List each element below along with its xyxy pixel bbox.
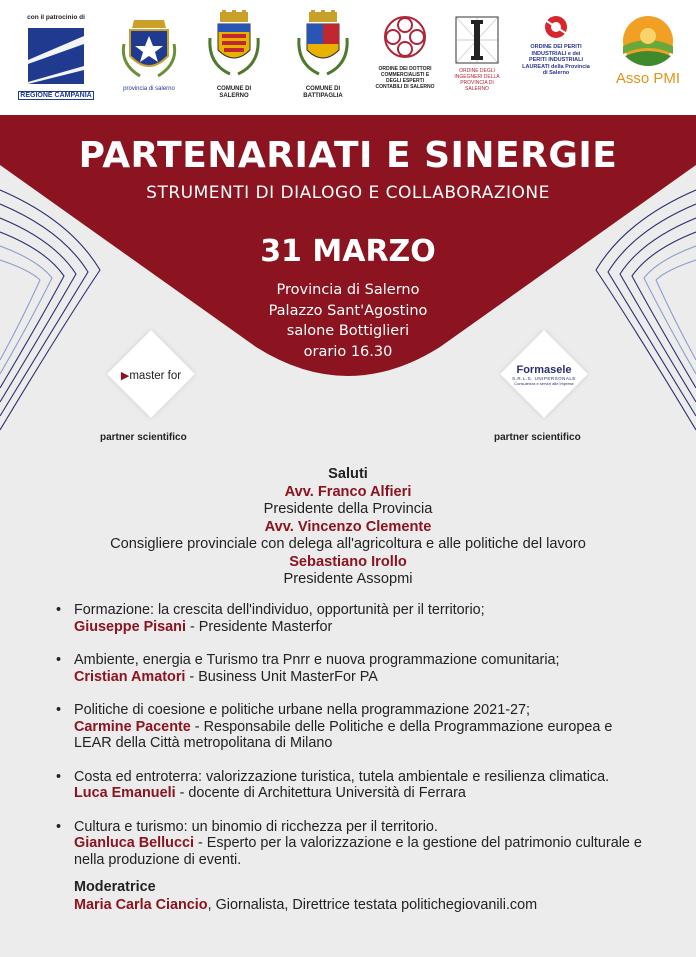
provincia-salerno-logo [118,14,180,93]
commercialisti-logo [374,14,436,90]
saluti-heading: Saluti [328,466,368,482]
comune-salerno-logo [205,10,263,100]
periti-gear-icon [541,14,571,40]
event-venue [0,280,696,362]
regione-campania-emblem [26,26,86,86]
venue-line: salone Bottiglieri [286,323,410,339]
agenda-item [52,769,652,802]
bullet-icon: • [56,768,62,785]
comune-salerno-label: COMUNE DI SALERNO [216,86,252,99]
salerno-crest-icon [206,10,262,82]
provincia-crest-icon [120,14,178,82]
masterfor-logo [112,366,190,384]
event-subtitle: STRUMENTI DI DIALOGO E COLLABORAZIONE [146,183,550,203]
speaker-name: Avv. Franco Alfieri [284,483,412,500]
agenda-topic: Politiche di coesione e politiche urbane nella programmazione 2021-27; [74,702,530,718]
agenda-topic: Costa ed entroterra: valorizzazione turistica, tutela ambientale e resilienza climatica. [74,768,610,785]
provincia-label: provincia di salerno [123,86,175,92]
partner-caption-right: partner scientifico [494,432,581,443]
agenda-speaker: Giuseppe Pisani [74,618,186,635]
battipaglia-crest-icon [295,10,351,82]
event-title: PARTENARIATI E SINERGIE [78,135,618,176]
venue-line: orario 16.30 [303,343,393,360]
column-i-icon [455,16,499,64]
speaker-name: Avv. Vincenzo Clemente [264,518,432,535]
agenda-topic: Formazione: la crescita dell'individuo, opportunità per il territorio; [74,602,485,618]
assopmi-label: Asso PMI [615,70,681,87]
sponsor-logo-strip [0,0,696,115]
speaker-role: Consigliere provinciale con delega all'agricoltura e alle politiche del lavoro [110,536,586,552]
bullet-icon: • [56,652,62,668]
patrocinio-label: con il patrocinio di [27,14,85,21]
agenda-speaker: Luca Emanueli [74,785,176,801]
saluti-section [0,466,696,589]
agenda-item [52,819,652,869]
ingegneri-logo [448,16,506,92]
commercialisti-label: ORDINE DEI DOTTORI COMMERCIALISTI E DEGLI ESPERTI CONTABILI DI SALERNO [375,66,435,90]
venue-line: Palazzo Sant'Agostino [268,302,428,319]
masterfor-name: master for [129,370,182,382]
agenda-topic: Cultura e turismo: un binomio di ricchezza per il territorio. [74,818,438,835]
agenda-speaker: Gianluca Bellucci [74,835,194,851]
partner-caption-left: partner scientifico [100,432,187,443]
formasele-sub: Consulenza e servizi alle imprese [514,381,574,386]
assopmi-sun-icon [621,14,675,68]
speaker-role: Presidente Assopmi [283,571,413,587]
agenda-item [52,702,652,752]
agenda-speaker-role: - Presidente Masterfor [185,618,333,635]
agenda-item [52,602,652,635]
agenda-list [52,602,652,885]
agenda-topic: Ambiente, energia e Turismo tra Pnrr e nuova programmazione comunitaria; [74,652,560,668]
bullet-icon: • [56,818,62,835]
moderatrice-section [74,878,537,914]
formasele-logo [500,364,588,386]
speaker-role: Presidente della Provincia [263,501,433,517]
agenda-speaker-role: - docente di Architettura Università di Ferrara [175,785,466,801]
agenda-speaker-role: - Responsabile delle Politiche e della Programmazione europea e LEAR della Città metropolitana di Milano [74,718,613,751]
moderatrice-heading: Moderatrice [74,879,156,895]
flower-knot-icon [382,14,428,60]
assopmi-logo [612,14,684,87]
agenda-speaker-role: - Esperto per la valorizzazione e la gestione del patrimonio culturale e nella produzione di eventi. [74,835,642,868]
agenda-speaker: Cristian Amatori [74,668,186,685]
regione-label: REGIONE CAMPANIA [18,91,94,100]
bullet-icon: • [56,702,62,718]
formasele-name: Formasele [516,364,572,376]
venue-line: Provincia di Salerno [276,282,420,298]
regione-campania-logo [18,14,94,100]
play-icon: ▶ [120,370,130,382]
moderatrice-name: Maria Carla Ciancio [74,897,208,913]
agenda-item [52,652,652,685]
formasele-tag: S.R.L.S. UNIPERSONALE [512,376,576,381]
periti-label: ORDINE DEI PERITI INDUSTRIALI e dei PERITI INDUSTRIALI LAUREATI della Provincia di Salerno [522,44,590,76]
agenda-speaker-role: - Business Unit MasterFor PA [185,668,378,685]
event-date: 31 MARZO [260,234,436,269]
periti-logo [522,14,590,77]
comune-battipaglia-label: COMUNE DI BATTIPAGLIA [303,86,343,99]
speaker-name: Sebastiano Irollo [289,553,407,570]
bullet-icon: • [56,602,62,618]
agenda-speaker: Carmine Pacente [74,718,191,735]
moderatrice-role: , Giornalista, Direttrice testata politichegiovanili.com [207,897,538,913]
comune-battipaglia-logo [294,10,352,100]
ingegneri-label: ORDINE DEGLI INGEGNERI DELLA PROVINCIA DI SALERNO [454,68,500,92]
